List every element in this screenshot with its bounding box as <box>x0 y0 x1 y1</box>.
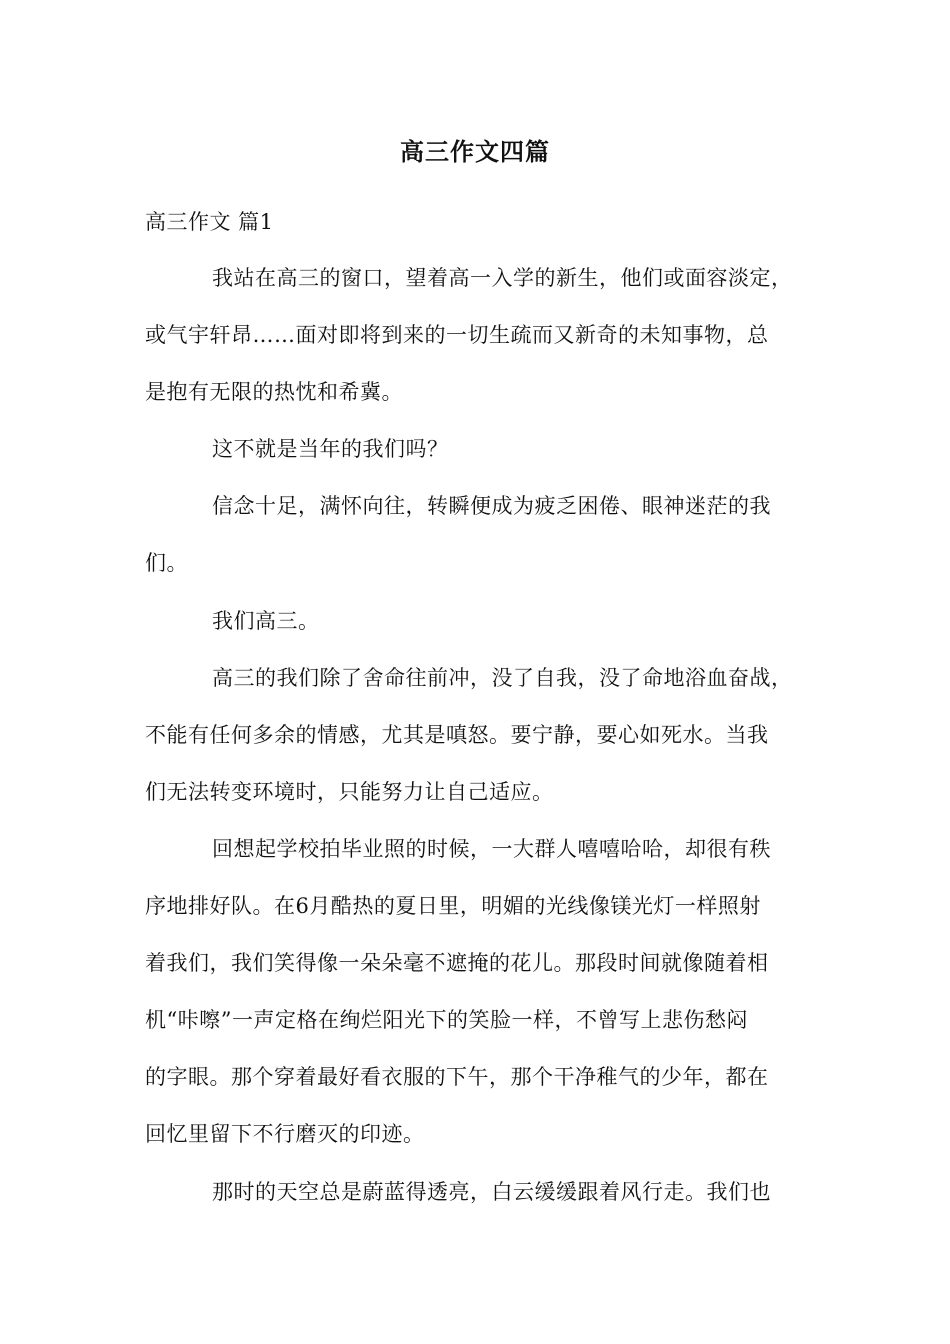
text-line: 的字眼。那个穿着最好看衣服的下午，那个干净稚气的少年，都在 <box>145 1065 769 1089</box>
text-line: 高三的我们除了舍命往前冲，没了自我，没了命地浴血奋战， <box>212 666 793 690</box>
text-line: 序地排好队。在6月酷热的夏日里，明媚的光线像镁光灯一样照射 <box>145 894 761 918</box>
text-line: 是抱有无限的热忱和希冀。 <box>145 380 403 404</box>
text-line: 我们高三。 <box>212 609 320 633</box>
text-line: 我站在高三的窗口，望着高一入学的新生，他们或面容淡定， <box>212 266 793 290</box>
text-line: 回想起学校拍毕业照的时候，一大群人嘻嘻哈哈，却很有秩 <box>212 837 771 861</box>
text-line: 信念十足，满怀向往，转瞬便成为疲乏困倦、眼神迷茫的我 <box>212 494 771 518</box>
text-line: 们无法转变环境时，只能努力让自己适应。 <box>145 780 554 804</box>
text-line: 回忆里留下不行磨灭的印迹。 <box>145 1122 425 1146</box>
document-title: 高三作文四篇 <box>400 137 550 166</box>
section-heading: 高三作文 篇1 <box>145 210 274 234</box>
text-line: 不能有任何多余的情感，尤其是嗔怒。要宁静，要心如死水。当我 <box>145 723 769 747</box>
text-line: 着我们，我们笑得像一朵朵毫不遮掩的花儿。那段时间就像随着相 <box>145 951 769 975</box>
text-line: 机“咔嚓”一声定格在绚烂阳光下的笑脸一样，不曾写上悲伤愁闷 <box>145 1008 748 1032</box>
text-line: 这不就是当年的我们吗？ <box>212 437 449 461</box>
text-line: 那时的天空总是蔚蓝得透亮，白云缓缓跟着风行走。我们也 <box>212 1180 771 1204</box>
text-line: 或气宇轩昂……面对即将到来的一切生疏而又新奇的未知事物，总 <box>145 323 769 347</box>
text-line: 们。 <box>145 551 188 575</box>
